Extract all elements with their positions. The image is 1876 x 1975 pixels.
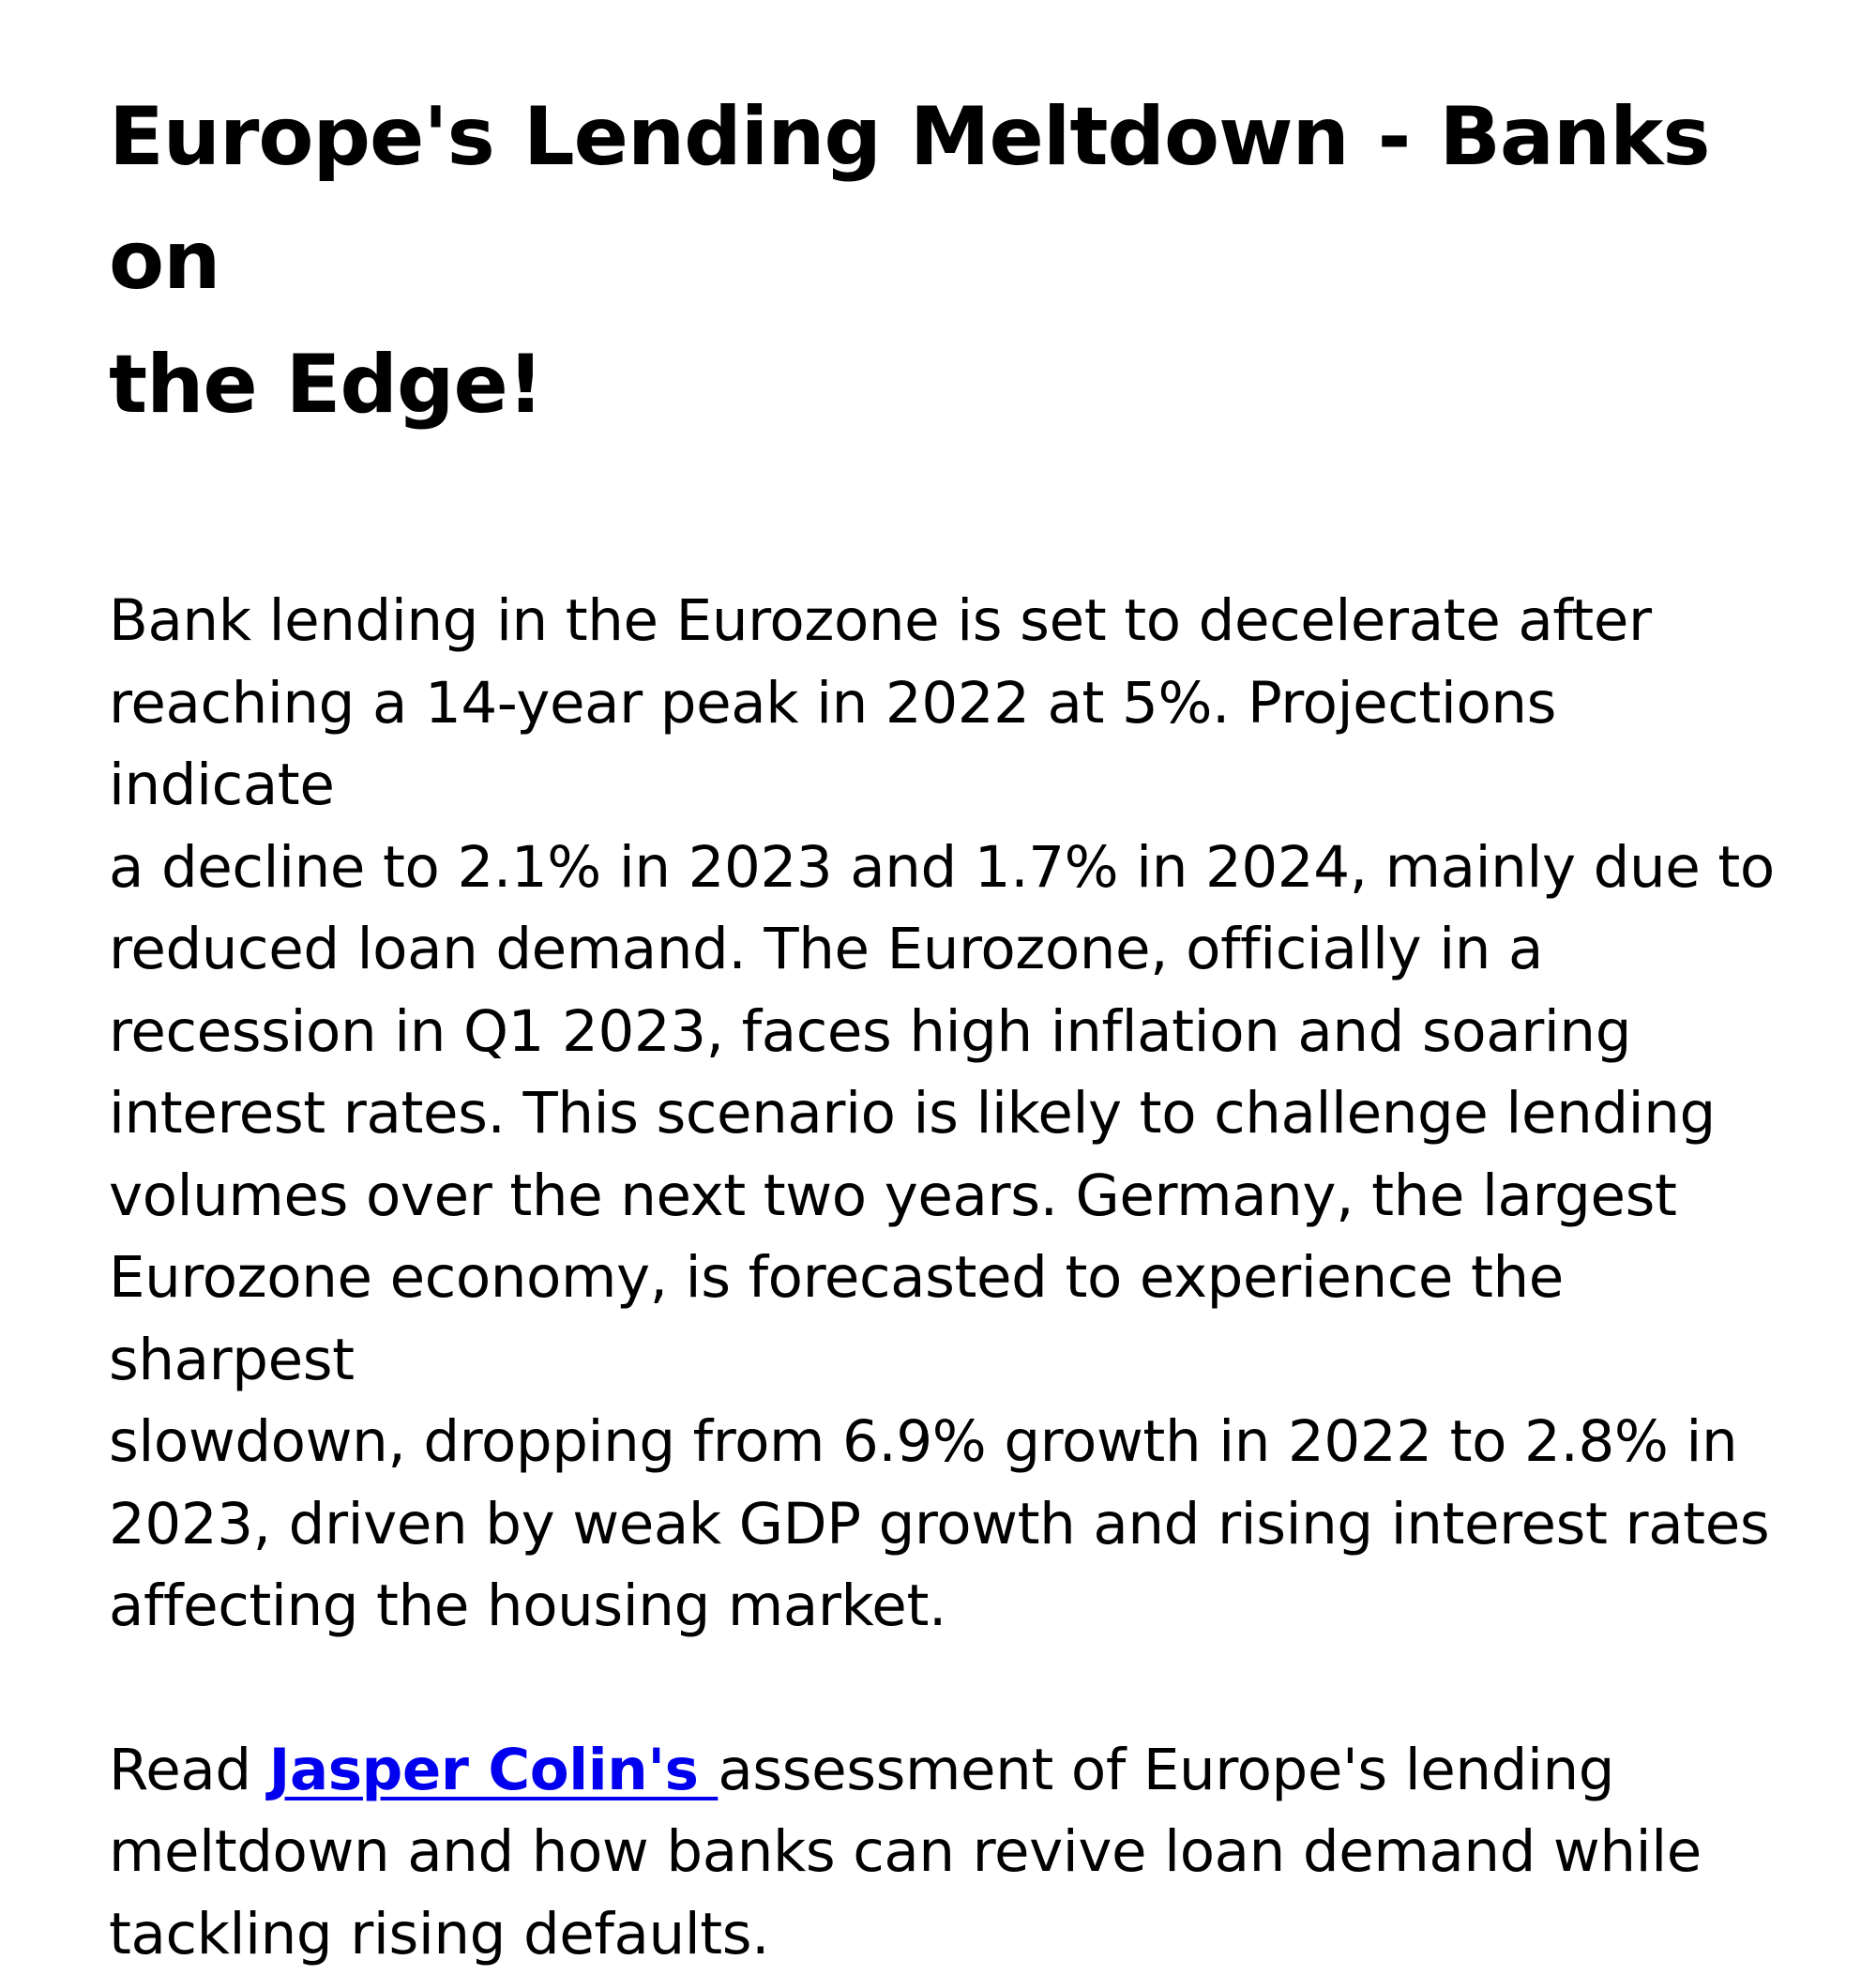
body-line: volumes over the next two years. Germany, the largest	[109, 1162, 1677, 1229]
cta-suffix: assessment of Europe's lending	[718, 1737, 1614, 1803]
body-line: reaching a 14-year peak in 2022 at 5%. Projections indicate	[109, 670, 1556, 819]
body-line: Bank lending in the Eurozone is set to decelerate after	[109, 587, 1652, 654]
title-line-2: the Edge!	[109, 338, 543, 432]
article	[109, 75, 1797, 1975]
body-line: affecting the housing market.	[109, 1572, 946, 1639]
body-line: reduced loan demand. The Eurozone, officially in a	[109, 916, 1543, 982]
body-line: recession in Q1 2023, faces high inflation and soaring	[109, 998, 1631, 1065]
intro-paragraph	[109, 580, 1797, 1648]
body-line: 2023, driven by weak GDP growth and rising interest rates	[109, 1491, 1769, 1557]
cta-line-2: meltdown and how banks can revive loan demand while	[109, 1818, 1702, 1885]
body-line: slowdown, dropping from 6.9% growth in 2022 to 2.8% in	[109, 1408, 1737, 1475]
title-line-1: Europe's Lending Meltdown - Banks on	[109, 90, 1710, 308]
cta-paragraph	[109, 1729, 1797, 1975]
body-line: interest rates. This scenario is likely to challenge lending	[109, 1080, 1716, 1147]
cta-prefix: Read	[109, 1737, 269, 1803]
cta-line-3: tackling rising defaults.	[109, 1901, 769, 1967]
jasper-colin-link[interactable]: Jasper Colin's	[269, 1737, 719, 1803]
body-line: a decline to 2.1% in 2023 and 1.7% in 2024, mainly due to	[109, 834, 1775, 901]
article-title	[109, 75, 1797, 447]
body-line: Eurozone economy, is forecasted to experience the sharpest	[109, 1244, 1564, 1393]
